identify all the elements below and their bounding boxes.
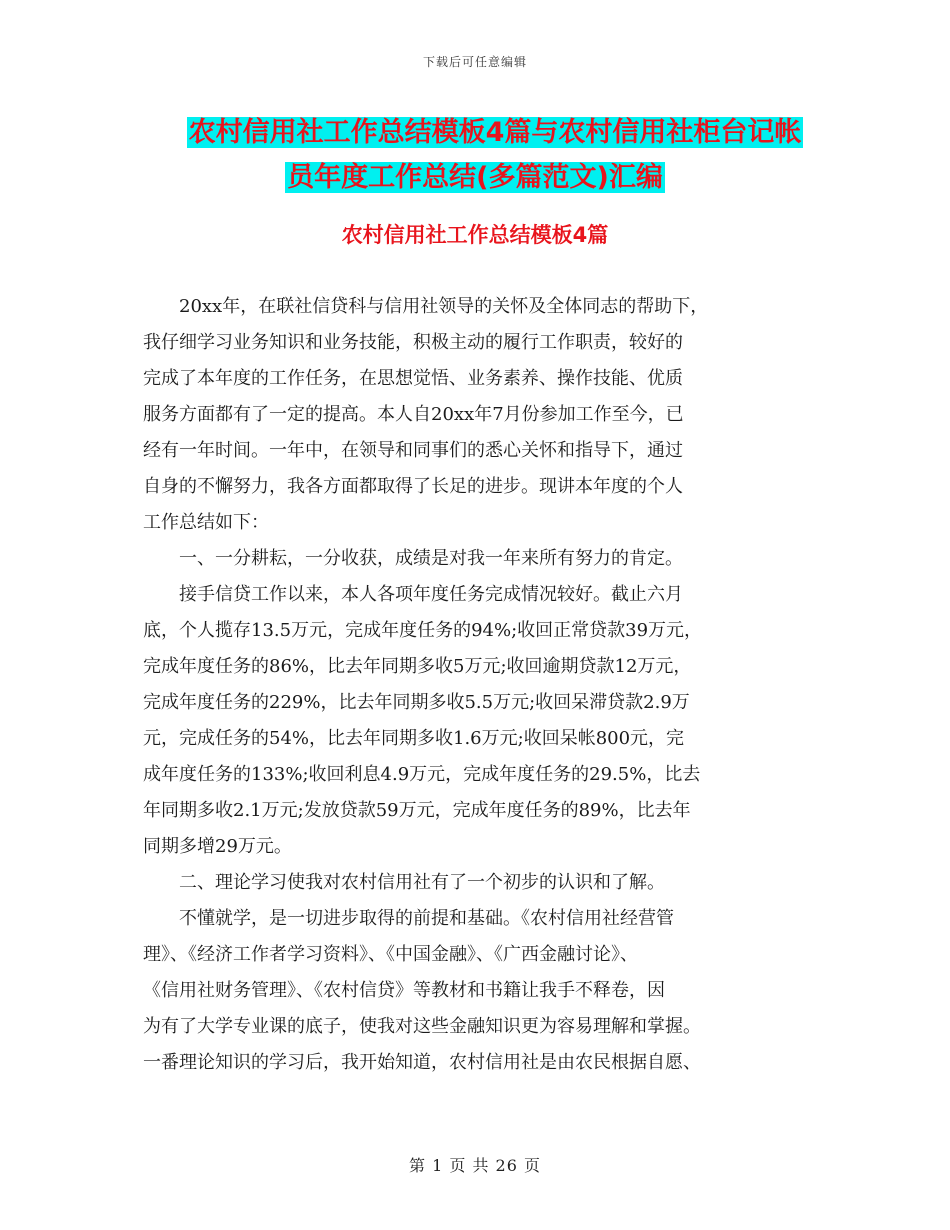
- body-line: 同期多增29万元。: [143, 836, 292, 857]
- title-line-2: 员年度工作总结(多篇范文)汇编: [287, 162, 663, 193]
- body-line: 自身的不懈努力，我各方面都取得了长足的进步。现讲本年度的个人: [143, 476, 683, 497]
- body-line: 20xx年，在联社信贷科与信用社领导的关怀及全体同志的帮助下，: [143, 296, 709, 317]
- body-line: 成年度任务的133%;收回利息4.9万元，完成年度任务的29.5%，比去: [143, 764, 701, 785]
- body-line: 年同期多收2.1万元;发放贷款59万元，完成年度任务的89%，比去年: [143, 800, 691, 821]
- body-line: 一番理论知识的学习后，我开始知道，农村信用社是由农民根据自愿、: [143, 1052, 701, 1073]
- header-note: 下载后可任意编辑: [422, 55, 527, 69]
- body-line: 完成了本年度的工作任务，在思想觉悟、业务素养、操作技能、优质: [143, 368, 683, 389]
- page-footer: 第 1 页 共 26 页: [409, 1156, 541, 1175]
- body-line: 完成年度任务的229%，比去年同期多收5.5万元;收回呆滞贷款2.9万: [143, 692, 690, 713]
- section-title: 农村信用社工作总结模板4篇: [341, 223, 609, 247]
- body-line: 工作总结如下：: [143, 512, 269, 533]
- body-text: [143, 289, 813, 1081]
- body-line: 为有了大学专业课的底子，使我对这些金融知识更为容易理解和掌握。: [143, 1016, 701, 1037]
- body-line: 理》、《经济工作者学习资料》、《中国金融》、《广西金融讨论》、: [143, 944, 638, 965]
- body-line: 服务方面都有了一定的提高。本人自20xx年7月份参加工作至今，已: [143, 404, 684, 425]
- body-line: 底，个人揽存13.5万元，完成年度任务的94%;收回正常贷款39万元，: [143, 620, 703, 641]
- document-title: [0, 110, 950, 200]
- body-line: 一、一分耕耘，一分收获，成绩是对我一年来所有努力的肯定。: [143, 548, 683, 569]
- body-line: 《信用社财务管理》、《农村信贷》等教材和书籍让我手不释卷，因: [143, 980, 665, 1001]
- body-line: 我仔细学习业务知识和业务技能，积极主动的履行工作职责，较好的: [143, 332, 683, 353]
- title-line-1: 农村信用社工作总结模板4篇与农村信用社柜台记帐: [188, 117, 802, 148]
- body-line: 不懂就学，是一切进步取得的前提和基础。《农村信用社经营管: [143, 908, 674, 929]
- body-line: 完成年度任务的86%，比去年同期多收5万元;收回逾期贷款12万元，: [143, 656, 692, 677]
- body-line: 接手信贷工作以来，本人各项年度任务完成情况较好。截止六月: [143, 584, 683, 605]
- body-line: 经有一年时间。一年中，在领导和同事们的悉心关怀和指导下，通过: [143, 440, 683, 461]
- body-line: 二、理论学习使我对农村信用社有了一个初步的认识和了解。: [143, 872, 665, 893]
- body-line: 元，完成任务的54%，比去年同期多收1.6万元;收回呆帐800元，完: [143, 728, 685, 749]
